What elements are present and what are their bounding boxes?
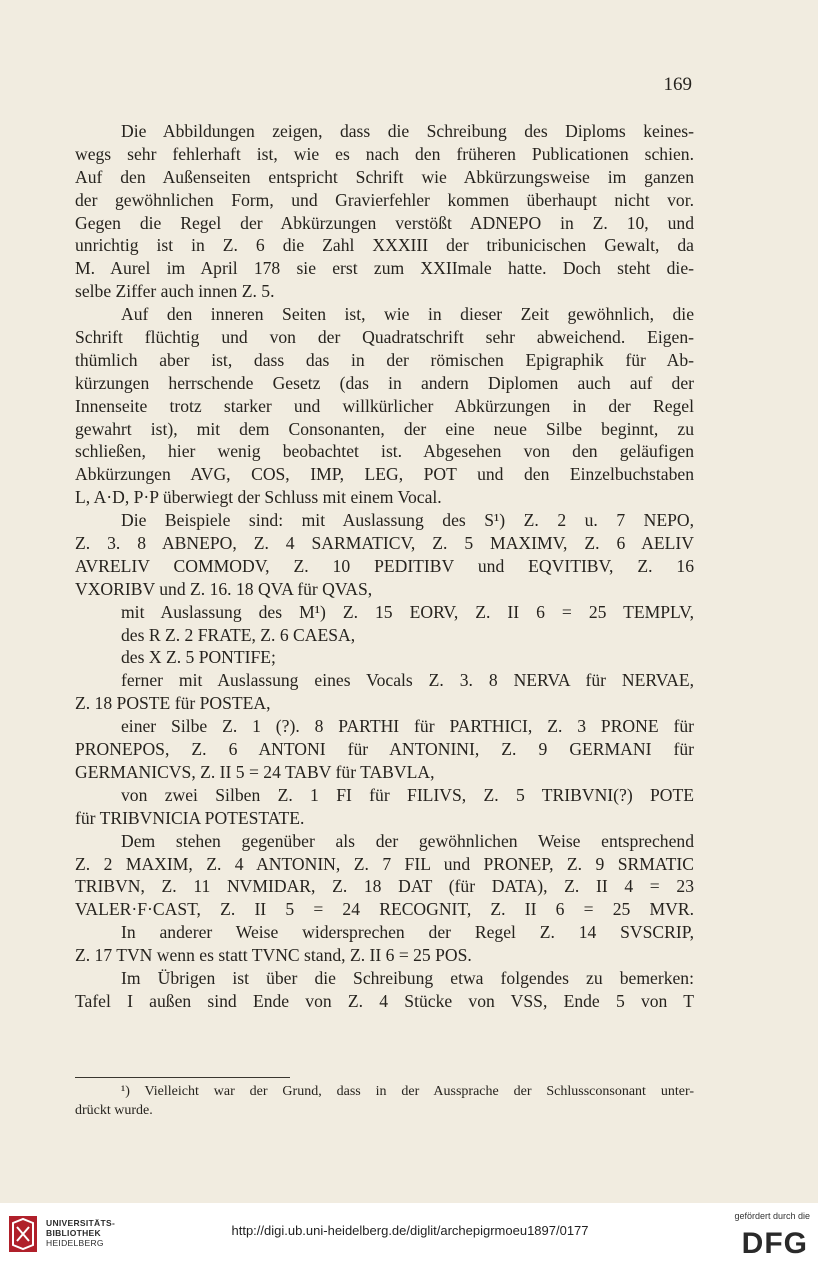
text-line: für TRIBVNICIA POTESTATE.: [75, 807, 305, 828]
text-line: Auf den inneren Seiten ist, wie in dieser Zeit gewöhnlich, die: [121, 304, 694, 325]
text-line: von zwei Silben Z. 1 FI für FILIVS, Z. 5 TRIBVNI(?) POTE: [121, 784, 694, 805]
text-line: mit Auslassung des M¹) Z. 15 EORV, Z. II 6 = 25 TEMPLV,: [121, 601, 694, 622]
text-line: Auf den Außenseiten entspricht Schrift wie Abkürzungsweise im ganzen: [75, 166, 694, 187]
text-line: Z. 17 TVN wenn es statt TVNC stand, Z. II 6 = 25 POS.: [75, 945, 472, 966]
source-url-link[interactable]: http://digi.ub.uni-heidelberg.de/diglit/archepigrmoeu1897/0177: [231, 1223, 589, 1238]
text-line: Die Abbildungen zeigen, dass die Schreibung des Diploms keines-: [121, 121, 694, 141]
footnote-line: ¹) Vielleicht war der Grund, dass in der Aussprache der Schlussconsonant unter-: [121, 1084, 694, 1099]
library-line: BIBLIOTHEK: [46, 1228, 101, 1238]
text-line: ferner mit Auslassung eines Vocals Z. 3. 8 NERVA für NERVAE,: [121, 670, 694, 691]
university-library-logo-icon: [8, 1215, 38, 1253]
text-line: unrichtig ist in Z. 6 die Zahl XXXIII der tribunicischen Gewalt, da: [75, 235, 694, 256]
text-line: thümlich aber ist, dass das in der römischen Epigraphik für Ab-: [75, 349, 694, 370]
footer-bar: [0, 1203, 818, 1265]
footnote: [75, 1082, 694, 1120]
text-line: einer Silbe Z. 1 (?). 8 PARTHI für PARTHICI, Z. 3 PRONE für: [121, 716, 694, 737]
footnote-line: drückt wurde.: [75, 1103, 153, 1118]
text-line: AVRELIV COMMODV, Z. 10 PEDITIBV und EQVITIBV, Z. 16: [75, 555, 694, 576]
text-line: GERMANICVS, Z. II 5 = 24 TABV für TABVLA,: [75, 761, 435, 782]
text-line: VXORIBV und Z. 16. 18 QVA für QVAS,: [75, 578, 373, 599]
text-line: L, A·D, P·P überwiegt der Schluss mit einem Vocal.: [75, 487, 442, 508]
library-name: [46, 1218, 115, 1248]
text-line: wegs sehr fehlerhaft ist, wie es nach den früheren Publicationen schien.: [75, 143, 694, 164]
text-line: Z. 18 POSTE für POSTEA,: [75, 693, 271, 714]
text-line: Die Beispiele sind: mit Auslassung des S¹) Z. 2 u. 7 NEPO,: [121, 510, 694, 531]
text-line: des X Z. 5 PONTIFE;: [121, 647, 276, 668]
text-line: Z. 3. 8 ABNEPO, Z. 4 SARMATICV, Z. 5 MAXIMV, Z. 6 AELIV: [75, 533, 694, 554]
text-line: schließen, hier wenig beobachtet ist. Abgesehen von den geläufigen: [75, 441, 694, 462]
text-line: In anderer Weise widersprechen der Regel Z. 14 SVSCRIP,: [121, 922, 694, 943]
funded-by-label: gefördert durch die: [734, 1211, 810, 1221]
body-text: [75, 120, 694, 1013]
library-line: UNIVERSITÄTS-: [46, 1218, 116, 1228]
text-line: kürzungen herrschende Gesetz (das in andern Diplomen auch auf der: [75, 372, 694, 393]
text-line: PRONEPOS, Z. 6 ANTONI für ANTONINI, Z. 9 GERMANI für: [75, 739, 694, 760]
text-line: Tafel I außen sind Ende von Z. 4 Stücke von VSS, Ende 5 von T: [75, 990, 694, 1011]
text-line: der gewöhnlichen Form, und Gravierfehler kommen überhaupt nicht vor.: [75, 189, 694, 210]
text-line: Z. 2 MAXIM, Z. 4 ANTONIN, Z. 7 FIL und PRONEP, Z. 9 SRMATIC: [75, 853, 694, 874]
text-line: gewahrt ist), mit dem Consonanten, der eine neue Silbe beginnt, zu: [75, 418, 694, 439]
library-line: HEIDELBERG: [46, 1238, 104, 1248]
text-line: Im Übrigen ist über die Schreibung etwa folgendes zu bemerken:: [121, 967, 694, 988]
text-line: TRIBVN, Z. 11 NVMIDAR, Z. 18 DAT (für DATA), Z. II 4 = 23: [75, 876, 694, 897]
text-line: M. Aurel im April 178 sie erst zum XXIImale hatte. Doch steht die-: [75, 258, 694, 279]
text-line: selbe Ziffer auch innen Z. 5.: [75, 281, 275, 302]
text-line: VALER·F·CAST, Z. II 5 = 24 RECOGNIT, Z. II 6 = 25 MVR.: [75, 899, 694, 920]
text-line: Abkürzungen AVG, COS, IMP, LEG, POT und den Einzelbuchstaben: [75, 464, 694, 485]
footnote-divider: [75, 1077, 290, 1078]
text-line: Dem stehen gegenüber als der gewöhnlichen Weise entsprechend: [121, 830, 694, 851]
page-number: 169: [663, 74, 692, 95]
text-line: Gegen die Regel der Abkürzungen verstößt ADNEPO in Z. 10, und: [75, 212, 694, 233]
text-line: Innenseite trotz starker und willkürlicher Abkürzungen in der Regel: [75, 395, 694, 416]
text-line: des R Z. 2 FRATE, Z. 6 CAESA,: [121, 624, 356, 645]
text-line: Schrift flüchtig und von der Quadratschrift sehr abweichend. Eigen-: [75, 327, 694, 348]
dfg-logo: DFG: [741, 1227, 808, 1260]
